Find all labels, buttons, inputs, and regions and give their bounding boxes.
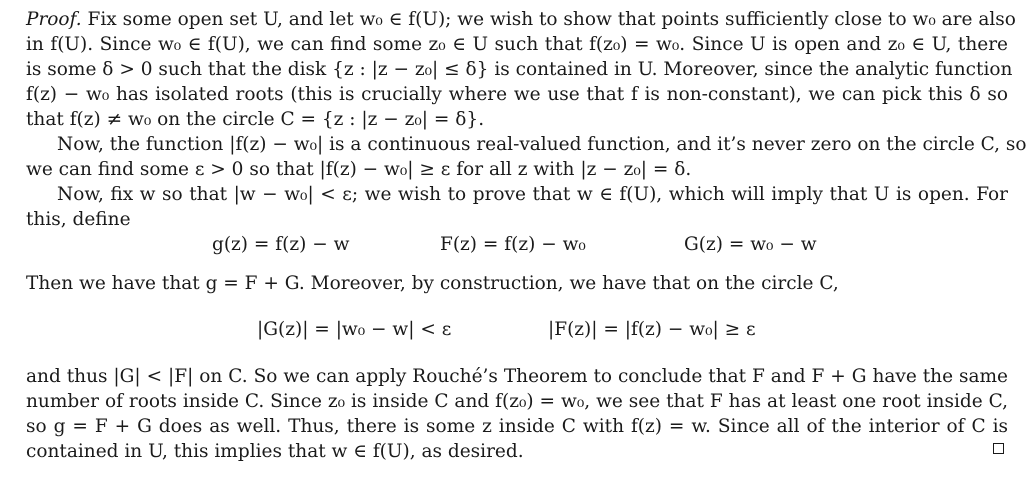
definition-g: g(z) = f(z) − w <box>212 234 350 255</box>
paragraph-3-line-2: this, define <box>26 209 131 230</box>
definition-G: G(z) = w₀ − w <box>684 234 817 255</box>
proof-line-1 <box>26 9 1016 31</box>
conclusion-line-4: contained in U, this implies that w ∈ f(U), as desired. <box>26 441 524 462</box>
conclusion-line-2: number of roots inside C. Since z₀ is inside C and f(z₀) = w₀, we see that F has at least one root inside C, <box>26 391 1008 412</box>
line-after-definitions: Then we have that g = F + G. Moreover, by construction, we have that on the circle C, <box>26 273 839 294</box>
paragraph-3-line-1: Now, fix w so that |w − w₀| < ε; we wish to prove that w ∈ f(U), which will imply that U is open. For <box>57 184 1008 205</box>
proof-text: Fix some open set U, and let w₀ ∈ f(U); we wish to show that points sufficiently close to w₀ are also <box>87 9 1016 30</box>
conclusion-line-3: so g = F + G does as well. Thus, there is some z inside C with f(z) = w. Since all of the interior of C is <box>26 416 1008 437</box>
proof-line-5: that f(z) ≠ w₀ on the circle C = {z : |z − z₀| = δ}. <box>26 109 485 130</box>
proof-line-3: is some δ > 0 such that the disk {z : |z − z₀| ≤ δ} is contained in U. Moreover, since the analytic function <box>26 59 1013 80</box>
paragraph-2-line-2: we can find some ε > 0 so that |f(z) − w₀| ≥ ε for all z with |z − z₀| = δ. <box>26 159 692 180</box>
paragraph-2-line-1: Now, the function |f(z) − w₀| is a continuous real-valued function, and it’s never zero on the circle C, so <box>57 134 1027 155</box>
definition-F: F(z) = f(z) − w₀ <box>440 234 586 255</box>
proof-label: Proof. <box>26 9 82 30</box>
inequality-F: |F(z)| = |f(z) − w₀| ≥ ε <box>548 319 756 340</box>
proof-line-4: f(z) − w₀ has isolated roots (this is crucially where we use that f is non-constant), we can pick this δ so <box>26 84 1008 105</box>
qed-square-icon <box>993 443 1004 454</box>
proof-line-2: in f(U). Since w₀ ∈ f(U), we can find some z₀ ∈ U such that f(z₀) = w₀. Since U is open and z₀ ∈ U, there <box>26 34 1008 55</box>
conclusion-line-1: and thus |G| < |F| on C. So we can apply Rouché’s Theorem to conclude that F and F + G have the same <box>26 366 1008 387</box>
inequality-G: |G(z)| = |w₀ − w| < ε <box>257 319 452 340</box>
